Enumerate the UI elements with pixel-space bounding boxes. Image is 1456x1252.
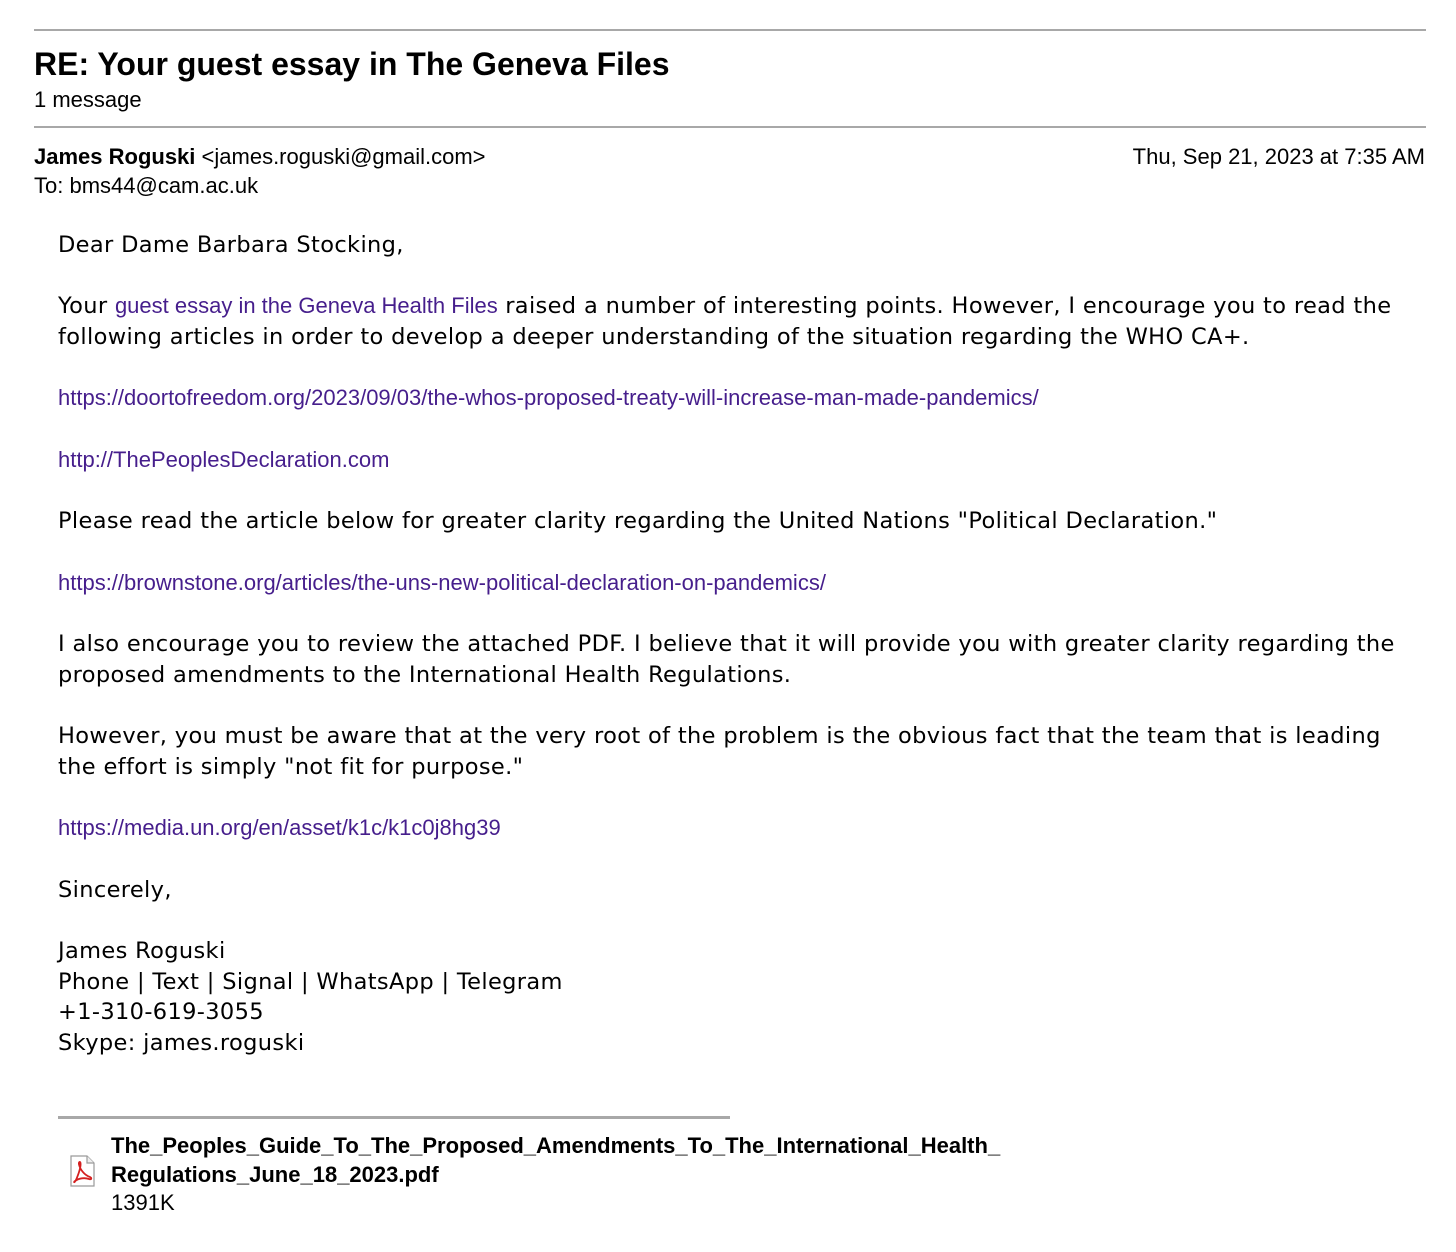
header-divider bbox=[34, 126, 1426, 128]
attachment-size: 1391K bbox=[111, 1190, 175, 1215]
un-media-link[interactable]: https://media.un.org/en/asset/k1c/k1c0j8hg39 bbox=[58, 815, 501, 841]
signature-block bbox=[58, 936, 1408, 1059]
message-date: Thu, Sep 21, 2023 at 7:35 AM bbox=[1132, 144, 1425, 169]
paragraph-intro-rest: raised a number of interesting points. However, I encourage you to read the following articles in order to develop a deeper understanding of the situation regarding the WHO CA+. bbox=[58, 293, 1392, 351]
sender-email: <james.roguski@gmail.com> bbox=[201, 144, 486, 169]
attachment-filename-line-2: Regulations_June_18_2023.pdf bbox=[111, 1162, 439, 1187]
paragraph-intro-start: Your bbox=[58, 293, 115, 320]
attachment-divider bbox=[58, 1116, 730, 1119]
sender-name: James Roguski bbox=[34, 144, 196, 169]
link-paragraph-2 bbox=[58, 445, 1408, 476]
paragraph-political-declaration: Please read the article below for greater clarity regarding the United Nations "Political Declaration." bbox=[58, 508, 1218, 535]
pdf-file-icon[interactable] bbox=[66, 1155, 98, 1187]
attachment-filename-line-1: The_Peoples_Guide_To_The_Proposed_Amendments_To_The_International_Health_ bbox=[111, 1133, 1001, 1158]
paragraph-root-problem: However, you must be aware that at the very root of the problem is the obvious fact that the team that is leading the effort is simply "not fit for purpose." bbox=[58, 723, 1381, 780]
attachment-filename[interactable] bbox=[111, 1131, 1000, 1189]
link-paragraph-3 bbox=[58, 568, 1408, 599]
recipient-line: To: bms44@cam.ac.uk bbox=[34, 173, 259, 198]
paragraph-attached-pdf: I also encourage you to review the attached PDF. I believe that it will provide you with greater clarity regarding the proposed amendments to the International Health Regulations. bbox=[58, 631, 1395, 688]
peoples-declaration-link[interactable]: http://ThePeoplesDeclaration.com bbox=[58, 446, 390, 472]
closing: Sincerely, bbox=[58, 876, 172, 903]
email-subject: RE: Your guest essay in The Geneva Files bbox=[34, 46, 670, 82]
signature-phone: +1-310-619-3055 bbox=[58, 999, 264, 1026]
signature-skype: Skype: james.roguski bbox=[58, 1030, 305, 1057]
paragraph-intro bbox=[58, 291, 1408, 352]
sender-line bbox=[34, 143, 486, 171]
doortofreedom-link[interactable]: https://doortofreedom.org/2023/09/03/the-whos-proposed-treaty-will-increase-man-made-pandemics/ bbox=[58, 385, 1039, 411]
header-top-divider bbox=[34, 29, 1426, 31]
guest-essay-link[interactable]: guest essay in the Geneva Health Files bbox=[114, 293, 498, 319]
signature-name: James Roguski bbox=[58, 938, 226, 965]
brownstone-link[interactable]: https://brownstone.org/articles/the-uns-new-political-declaration-on-pandemics/ bbox=[58, 569, 826, 595]
link-paragraph-1 bbox=[58, 383, 1408, 414]
signature-contact-methods: Phone | Text | Signal | WhatsApp | Telegram bbox=[58, 968, 563, 995]
greeting: Dear Dame Barbara Stocking, bbox=[58, 232, 404, 258]
message-body bbox=[58, 230, 1408, 1059]
message-count: 1 message bbox=[34, 87, 142, 112]
link-paragraph-4 bbox=[58, 813, 1408, 844]
